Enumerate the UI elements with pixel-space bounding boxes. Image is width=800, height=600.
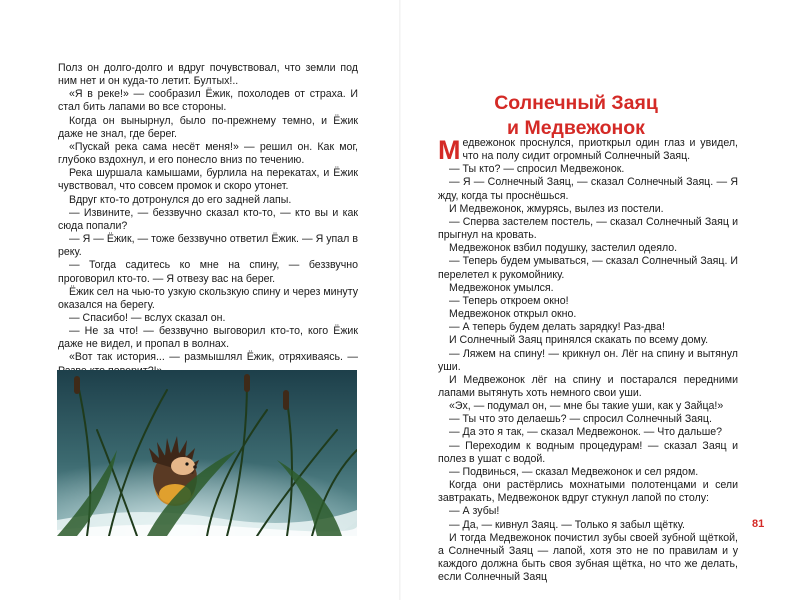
paragraph: — Да это я так, — сказал Медвежонок. — Что дальше? <box>449 426 722 439</box>
hedgehog-illustration <box>57 370 357 536</box>
paragraph: — Теперь будем умываться, — сказал Солнечный Заяц. И перелетел к рукомойнику. <box>438 255 738 281</box>
paragraph: Медвежонок открыл окно. <box>449 308 577 321</box>
paragraph: — Ляжем на спину! — крикнул он. Лёг на спину и вытянул уши. <box>438 347 738 373</box>
title-line: и Медвежонок <box>507 117 645 139</box>
paragraph: И тогда Медвежонок почистил зубы своей зубной щёткой, а Солнечный Заяц — лапой, хотя это не по правилам и у каждого должна быть своя зубная щётка, но что же делать, если Солнечный Заяц <box>438 531 738 584</box>
paragraph: — Я — Ёжик, — тоже беззвучно ответил Ёжик. — Я упал в реку. <box>58 233 358 259</box>
paragraph: — Ты кто? — спросил Медвежонок. <box>449 163 625 176</box>
first-paragraph-text: едвежонок проснулся, приоткрыл один глаз и увидел, что на полу сидит огромный Солнечный Заяц. <box>462 137 738 163</box>
title-line: Солнечный Заяц <box>494 92 658 114</box>
paragraph: Река шуршала камышами, бурлила на перекатах, и Ёжик чувствовал, что совсем промок и скоро утонет. <box>58 167 358 193</box>
paragraph: «Я в реке!» — сообразил Ёжик, похолодев от страха. И стал бить лапами во все стороны. <box>58 88 358 114</box>
paragraph: Ёжик сел на чью-то узкую скользкую спину и через минуту оказался на берегу. <box>58 285 358 311</box>
story-title <box>436 91 716 141</box>
paragraph: — Теперь откроем окно! <box>449 294 569 307</box>
left-page-text <box>58 62 358 391</box>
paragraph: — Извините, — беззвучно сказал кто-то, — кто вы и как сюда попали? <box>58 206 358 232</box>
paragraph: — Тогда садитесь ко мне на спину, — беззвучно проговорил кто-то. — Я отвезу вас на берег. <box>58 259 358 285</box>
paragraph: — Да, — кивнул Заяц. — Только я забыл щётку. <box>449 518 685 531</box>
paragraph <box>438 137 738 163</box>
paragraph: И Медвежонок, жмурясь, вылез из постели. <box>449 202 664 215</box>
paragraph: — А теперь будем делать зарядку! Раз-два! <box>449 321 665 334</box>
right-page-text <box>438 137 738 584</box>
paragraph: «Эх, — подумал он, — мне бы такие уши, как у Зайца!» <box>449 400 724 413</box>
paragraph: — Подвинься, — сказал Медвежонок и сел рядом. <box>449 465 699 478</box>
page-number: 81 <box>752 518 765 530</box>
paragraph: Медвежонок умылся. <box>449 281 554 294</box>
paragraph: — Не за что! — беззвучно выговорил кто-то, кого Ёжик даже не видел, и пропал в волнах. <box>58 325 358 351</box>
paragraph: Полз он долго-долго и вдруг почувствовал, что земли под ним нет и он куда-то летит. Бултых!.. <box>58 62 358 88</box>
paragraph: — Сперва застелем постель, — сказал Солнечный Заяц и прыгнул на кровать. <box>438 215 738 242</box>
paragraph: Медвежонок взбил подушку, застелил одеяло. <box>449 242 678 255</box>
paragraph: Когда они растёрлись мохнатыми полотенцами и сели завтракать, Медвежонок вдруг стукнул лапой по столу: <box>438 479 738 505</box>
paragraph: — Я — Солнечный Заяц, — сказал Солнечный Заяц. — Я жду, когда ты проснёшься. <box>438 176 738 202</box>
paragraph: Когда он вынырнул, было по-прежнему темно, и Ёжик даже не знал, где берег. <box>58 114 358 140</box>
paragraph: — Ты что это делаешь? — спросил Солнечный Заяц. <box>449 413 712 426</box>
paragraph: И Медвежонок лёг на спину и постарался передними лапами вытянуть хоть немного свои уши. <box>438 373 738 399</box>
paragraph: «Пускай река сама несёт меня!» — решил он. Как мог, глубоко вздохнул, и его понесло вниз по течению. <box>58 140 358 167</box>
paragraph: «Вот так история... — размышлял Ёжик, отряхиваясь. — <box>69 351 358 364</box>
drop-cap: М <box>438 135 461 165</box>
paragraph: — Спасибо! — вслух сказал он. <box>69 311 226 324</box>
paragraph: Вдруг кто-то дотронулся до его задней лапы. <box>69 193 292 206</box>
paragraph: — Переходим к водным процедурам! — сказал Заяц и полез в ушат с водой. <box>438 439 738 465</box>
paragraph: — А зубы! <box>449 505 500 518</box>
paragraph: И Солнечный Заяц принялся скакать по всему дому. <box>449 334 709 347</box>
